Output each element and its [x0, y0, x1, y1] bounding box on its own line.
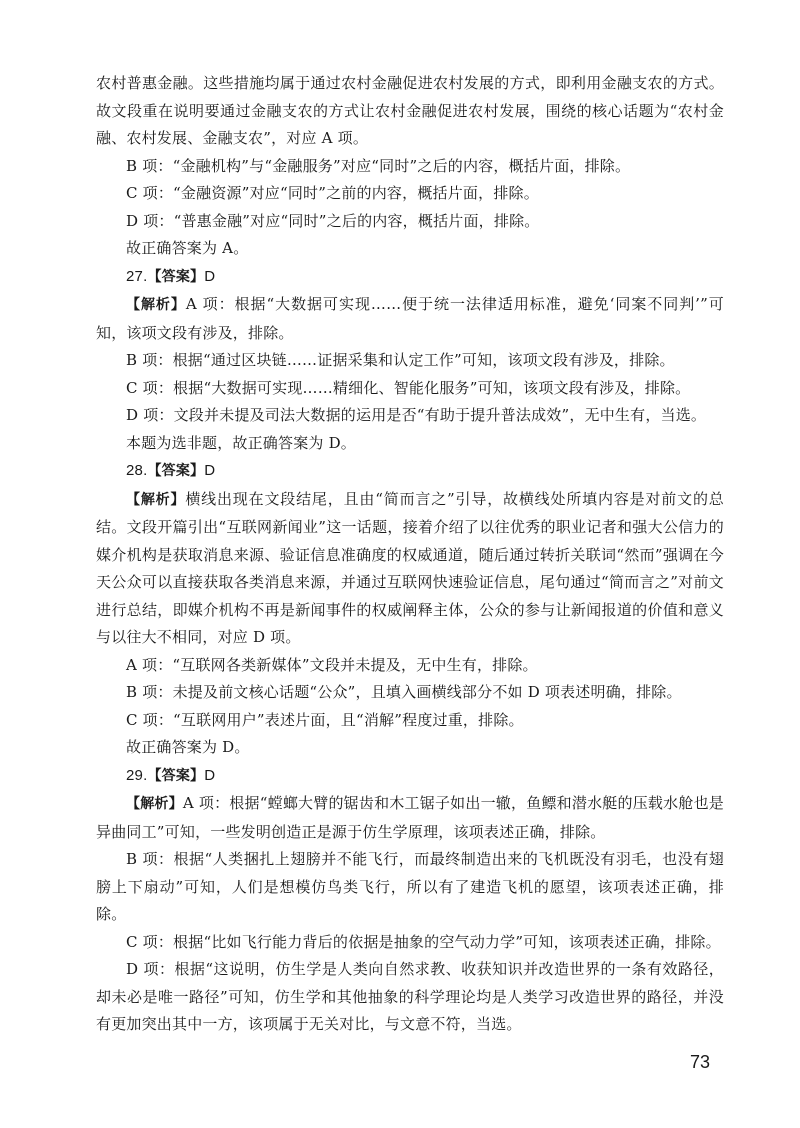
answer-27 — [96, 263, 724, 292]
option-d: D 项：文段并未提及司法大数据的运用是否“有助于提升普法成效”，无中生有，当选。 — [126, 406, 707, 424]
analysis-text: A 项：根据“大数据可实现……便于统一法律适用标准，避免‘同案不同判’”可知，该项文段有涉及，排除。 — [96, 295, 724, 342]
conclusion: 故正确答案为 A。 — [126, 239, 249, 257]
analysis-label: 【解析】 — [126, 491, 186, 508]
answer-label: 【答案】 — [147, 767, 205, 784]
page-content — [96, 70, 724, 1039]
conclusion: 故正确答案为 D。 — [126, 738, 250, 756]
option-a: A 项：“互联网各类新媒体”文段并未提及，无中生有，排除。 — [126, 655, 538, 674]
answer-29 — [96, 762, 724, 791]
option-b: B 项：根据“通过区块链……证据采集和认定工作”可知，该项文段有涉及，排除。 — [126, 351, 675, 369]
answer-value: D — [204, 766, 216, 784]
page-number: 73 — [690, 1052, 711, 1072]
option-b: B 项：根据“人类捆扎上翅膀并不能飞行，而最终制造出来的飞机既没有羽毛，也没有翅膀上下扇动”可知，人们是想模仿鸟类飞行，所以有了建造飞机的愿望，该项表述正确，排除。 — [96, 850, 724, 923]
option-c: C 项：“互联网用户”表述片面，且“消解”程度过重，排除。 — [126, 710, 524, 729]
analysis-28 — [96, 486, 724, 652]
option-c: C 项：根据“比如飞行能力背后的依据是抽象的空气动力学”可知，该项表述正确，排除。 — [126, 932, 721, 951]
answer-28 — [96, 457, 724, 486]
analysis-text: A 项：根据“螳螂大臂的锯齿和木工锯子如出一辙，鱼鳔和潜水艇的压载水舱也是异曲同工”可知，一些发明创造正是源于仿生学原理，该项表述正确，排除。 — [96, 794, 724, 841]
option-d: D 项：根据“这说明，仿生学是人类向自然求教、收获知识并改造世界的一条有效路径，却未必是唯一路径”可知，仿生学和其他抽象的科学理论均是人类学习改造世界的路径，并没有更加突出其中一方，该项属于无关对比，与文意不符，当选。 — [96, 960, 724, 1033]
analysis-29 — [96, 790, 724, 846]
analysis-27 — [96, 291, 724, 347]
answer-label: 【答案】 — [147, 463, 205, 479]
question-number: 29. — [126, 766, 148, 784]
question-number: 28. — [126, 462, 148, 479]
conclusion: 本题为选非题，故正确答案为 D。 — [126, 433, 356, 452]
analysis-text: 横线出现在文段结尾，且由“简而言之”引导，故横线处所填内容是对前文的总结。文段开篇引出“互联网新闻业”这一话题，接着介绍了以往优秀的职业记者和强大公信力的媒介机构是获取消息来源、验证信息准确度的权威通道，随后通过转折关联词“然而”强调在今天公众可以直接获取各类消息来源，并通过互联网快速验证信息，尾句通过“简而言之”对前文进行总结，即媒介机构不再是新闻事件的权威阐释主体，公众的参与让新闻报道的价值和意义与以往大不相同，对应 D 项。 — [96, 489, 724, 646]
analysis-label: 【解析】 — [126, 796, 183, 812]
option-b: B 项：未提及前文核心话题“公众”，且填入画横线部分不如 D 项表述明确，排除。 — [126, 683, 682, 701]
option-b: B 项：“金融机构”与“金融服务”对应“同时”之后的内容，概括片面，排除。 — [126, 156, 631, 175]
paragraph: 农村普惠金融。这些措施均属于通过农村金融促进农村发展的方式，即利用金融支农的方式。故文段重在说明要通过金融支农的方式让农村金融促进农村发展，围绕的核心话题为“农村金融、农村发展、金融支农”，对应 A 项。 — [96, 74, 724, 147]
option-c: C 项：根据“大数据可实现……精细化、智能化服务”可知，该项文段有涉及，排除。 — [126, 378, 691, 397]
answer-value: D — [204, 267, 216, 285]
option-d: D 项：“普惠金融”对应“同时”之后的内容，概括片面，排除。 — [126, 211, 540, 230]
answer-value: D — [204, 462, 216, 479]
option-c: C 项：“金融资源”对应“同时”之前的内容，概括片面，排除。 — [126, 184, 539, 202]
analysis-label: 【解析】 — [126, 297, 186, 313]
question-number: 27. — [126, 267, 148, 285]
answer-label: 【答案】 — [147, 268, 205, 285]
